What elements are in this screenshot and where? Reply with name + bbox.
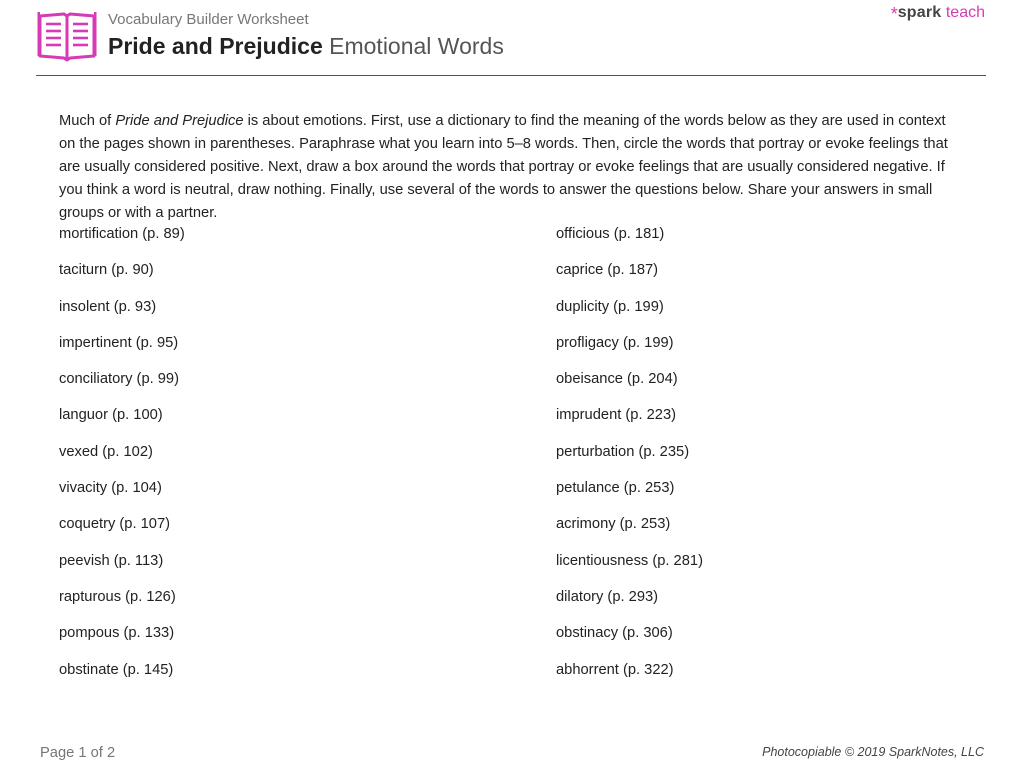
instructions-part-2: is about emotions. First, use a dictionary to find the meaning of the words below as they are used in context on the pages shown in parentheses. Paraphrase what you learn into 5–8 words. Then, circle the words that portray or evoke feelings that are usually considered positive. Next, draw a box around the words that portray or evoke feelings that are usually considered negative. If you think a word is neutral, draw nothing. Finally, use several of the words to answer the questions below. Share your answers in small groups or with a partner.: [59, 112, 948, 221]
sparkteach-logo: [891, 4, 985, 25]
brand-teach: teach: [945, 4, 985, 21]
list-item: imprudent (p. 223): [556, 407, 677, 424]
list-item: vivacity (p. 104): [59, 480, 162, 497]
brand-asterisk: *: [890, 4, 898, 24]
title-topic: Emotional Words: [329, 33, 504, 59]
page-title: [108, 33, 504, 60]
list-item: acrimony (p. 253): [556, 516, 671, 533]
copyright-notice: Photocopiable © 2019 SparkNotes, LLC: [762, 745, 984, 759]
list-item: dilatory (p. 293): [556, 588, 659, 605]
list-item: licentiousness (p. 281): [556, 552, 703, 569]
header-divider: [36, 75, 986, 76]
list-item: impertinent (p. 95): [59, 334, 179, 351]
list-item: perturbation (p. 235): [556, 443, 690, 460]
list-item: vexed (p. 102): [59, 443, 153, 460]
list-item: caprice (p. 187): [556, 262, 659, 279]
list-item: rapturous (p. 126): [59, 588, 176, 605]
list-item: profligacy (p. 199): [556, 334, 674, 351]
list-item: pompous (p. 133): [59, 625, 175, 642]
list-item: peevish (p. 113): [59, 552, 164, 569]
list-item: duplicity (p. 199): [556, 298, 664, 315]
word-list-left: [59, 222, 185, 694]
list-item: conciliatory (p. 99): [59, 371, 179, 388]
list-item: petulance (p. 253): [556, 480, 675, 497]
list-item: obeisance (p. 204): [556, 371, 678, 388]
list-item: obstinacy (p. 306): [556, 625, 673, 642]
instructions-part-1: Much of: [59, 112, 116, 129]
list-item: obstinate (p. 145): [59, 661, 174, 678]
worksheet-type: Vocabulary Builder Worksheet: [108, 11, 309, 28]
list-item: insolent (p. 93): [59, 298, 157, 315]
list-item: coquetry (p. 107): [59, 516, 171, 533]
book-icon: [36, 8, 98, 62]
title-book-name: Pride and Prejudice: [108, 33, 323, 59]
word-list-right: [556, 222, 703, 694]
list-item: abhorrent (p. 322): [556, 661, 674, 678]
list-item: officious (p. 181): [556, 226, 665, 242]
list-item: mortification (p. 89): [59, 226, 185, 242]
brand-spark: spark: [897, 4, 942, 21]
list-item: languor (p. 100): [59, 407, 163, 424]
instructions: [59, 110, 959, 225]
list-item: taciturn (p. 90): [59, 262, 154, 279]
instructions-book-title: Pride and Prejudice: [115, 112, 244, 129]
page-number: Page 1 of 2: [40, 745, 116, 761]
